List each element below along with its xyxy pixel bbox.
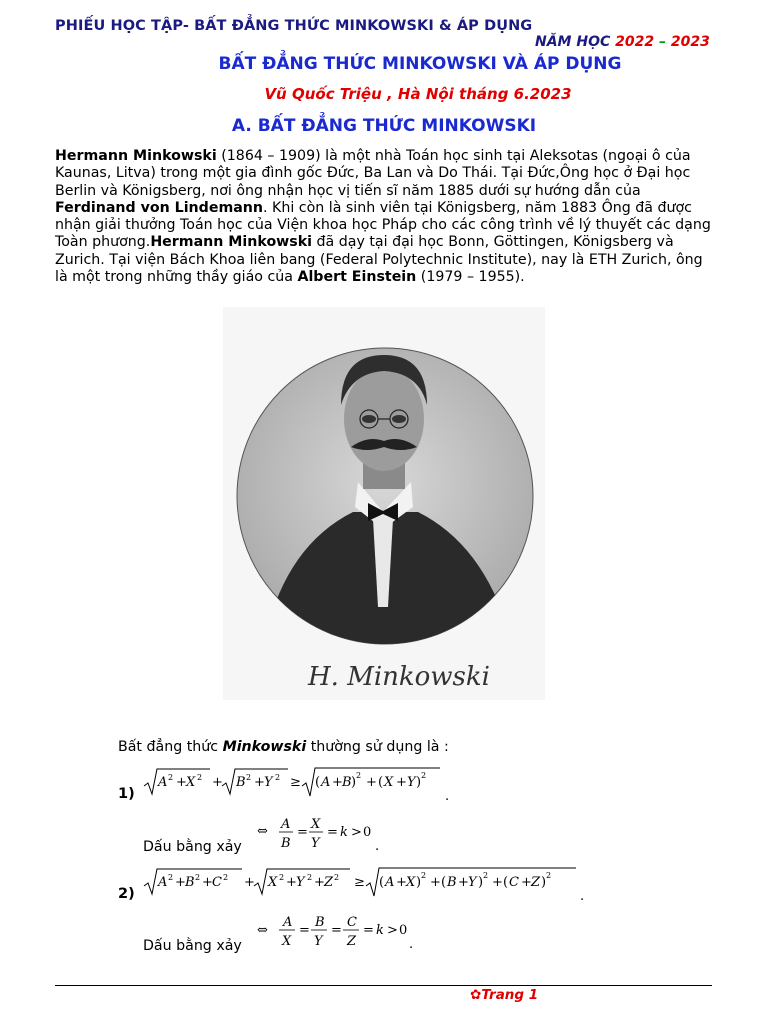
svg-text:=: = bbox=[331, 923, 342, 938]
svg-text:): ) bbox=[478, 875, 484, 890]
svg-text:>: > bbox=[351, 825, 362, 840]
svg-text:X: X bbox=[282, 934, 292, 949]
header-title: PHIẾU HỌC TẬP- BẤT ĐẲNG THỨC MINKOWSKI & ÁP DỤNG bbox=[55, 18, 533, 34]
school-year bbox=[535, 34, 710, 50]
svg-text:B: B bbox=[236, 775, 246, 790]
svg-text:B: B bbox=[281, 836, 291, 851]
svg-text:2: 2 bbox=[223, 873, 229, 882]
svg-text:(: ( bbox=[378, 775, 384, 790]
svg-text:B: B bbox=[342, 775, 352, 790]
svg-text:>: > bbox=[387, 923, 398, 938]
portrait-illustration bbox=[223, 307, 545, 700]
svg-text:Y: Y bbox=[468, 875, 477, 890]
svg-text:B: B bbox=[315, 915, 325, 930]
bio-name: Hermann Minkowski bbox=[55, 148, 217, 164]
year-dash: – bbox=[654, 34, 671, 50]
svg-text:C: C bbox=[347, 915, 357, 930]
intro-prefix: Bất đẳng thức bbox=[118, 739, 223, 755]
svg-text:+: + bbox=[521, 875, 532, 890]
svg-text:A: A bbox=[283, 915, 293, 930]
flower-icon: ✿ bbox=[470, 987, 482, 1003]
svg-text:Y: Y bbox=[311, 836, 320, 851]
portrait-photo bbox=[223, 307, 545, 700]
svg-text:): ) bbox=[416, 775, 422, 790]
svg-text:+: + bbox=[244, 875, 255, 890]
bio-text-4: (1979 – 1955). bbox=[416, 269, 525, 286]
svg-text:X: X bbox=[406, 875, 416, 890]
svg-text:A: A bbox=[158, 875, 168, 890]
year-end: 2023 bbox=[670, 34, 710, 50]
svg-text:X: X bbox=[311, 817, 321, 832]
inequality-intro bbox=[118, 739, 449, 755]
intro-name: Minkowski bbox=[222, 739, 307, 755]
svg-text:2: 2 bbox=[197, 773, 203, 782]
svg-text:2: 2 bbox=[195, 873, 201, 882]
svg-text:X: X bbox=[384, 775, 394, 790]
svg-text:=: = bbox=[363, 923, 374, 938]
bio-text-3: đã dạy tại đại học Bonn, Göttingen, Königsberg và Zurich. Tại viện Bách Khoa liên bang (Federal Polytechnic Institute), nay là ETH Zurich, ông là một trong những thầy giáo của bbox=[55, 234, 703, 286]
svg-text:0: 0 bbox=[363, 825, 372, 840]
svg-text:+: + bbox=[212, 775, 223, 790]
signature: H. Minkowski bbox=[308, 662, 490, 692]
document-title: BẤT ĐẲNG THỨC MINKOWSKI VÀ ÁP DỤNG bbox=[218, 54, 622, 74]
year-start: 2022 bbox=[615, 34, 655, 50]
minkowski-inequality-1 bbox=[140, 764, 470, 804]
svg-text:+: + bbox=[202, 875, 213, 890]
svg-text:B: B bbox=[447, 875, 457, 890]
intro-suffix: thường sử dụng là : bbox=[306, 739, 449, 755]
item-2-number: 2) bbox=[118, 886, 135, 902]
svg-text:): ) bbox=[351, 775, 357, 790]
item-2-equality-label: Dấu bằng xảy bbox=[143, 938, 242, 954]
svg-text:+: + bbox=[458, 875, 469, 890]
svg-text:): ) bbox=[416, 875, 422, 890]
svg-text:2: 2 bbox=[546, 871, 552, 880]
svg-text:2: 2 bbox=[307, 873, 313, 882]
svg-text:≥: ≥ bbox=[354, 875, 365, 890]
svg-text:A: A bbox=[158, 775, 168, 790]
page-number bbox=[470, 987, 538, 1003]
svg-text:Z: Z bbox=[347, 934, 357, 949]
equality-condition-2 bbox=[255, 910, 425, 956]
svg-text:C: C bbox=[212, 875, 222, 890]
bio-text-1: (1864 – 1909) là một nhà Toán học sinh tại Aleksotas (ngoại ô của Kaunas, Litva) trong một gia đình gốc Đức, Ba Lan và Do Thái. Tại Đức,Ông học ở Đại học Berlin và Königsberg, nơi ông nhận học vị tiến sĩ năm 1885 dưới sự hướng dẫn của bbox=[55, 148, 691, 199]
svg-text:=: = bbox=[299, 923, 310, 938]
bio-text-2: . Khi còn là sinh viên tại Königsberg, năm 1883 Ông đã được nhận giải thưởng Toán học của Viện khoa học Pháp cho các công trình về lý thuyết các dạng Toàn phương. bbox=[55, 199, 711, 251]
item-1-equality-label: Dấu bằng xảy bbox=[143, 839, 242, 855]
section-heading: A. BẤT ĐẲNG THỨC MINKOWSKI bbox=[231, 116, 537, 136]
svg-text:Z: Z bbox=[531, 875, 541, 890]
school-year-prefix: NĂM HỌC bbox=[535, 34, 616, 50]
svg-text:C: C bbox=[509, 875, 519, 890]
svg-text:2: 2 bbox=[168, 873, 174, 882]
svg-text:⇔: ⇔ bbox=[257, 824, 268, 839]
svg-text:2: 2 bbox=[483, 871, 489, 880]
svg-text:+: + bbox=[314, 875, 325, 890]
svg-text:.: . bbox=[375, 839, 380, 854]
minkowski-inequality-2 bbox=[140, 864, 596, 904]
svg-text:Y: Y bbox=[296, 875, 305, 890]
svg-text:+: + bbox=[366, 775, 377, 790]
svg-text:Z: Z bbox=[324, 875, 334, 890]
svg-text:2: 2 bbox=[275, 773, 281, 782]
svg-text:A: A bbox=[281, 817, 291, 832]
equality-condition-1 bbox=[255, 812, 385, 858]
svg-text:.: . bbox=[580, 889, 585, 904]
svg-text:+: + bbox=[175, 875, 186, 890]
svg-text:=: = bbox=[297, 825, 308, 840]
svg-text:(: ( bbox=[503, 875, 509, 890]
svg-text:+: + bbox=[176, 775, 187, 790]
svg-text:k: k bbox=[340, 825, 348, 840]
svg-text:+: + bbox=[396, 875, 407, 890]
svg-text:+: + bbox=[286, 875, 297, 890]
bio-name-2: Hermann Minkowski bbox=[150, 234, 313, 251]
svg-text:+: + bbox=[254, 775, 265, 790]
svg-text:⇔: ⇔ bbox=[257, 923, 268, 938]
svg-text:2: 2 bbox=[334, 873, 340, 882]
svg-text:Y: Y bbox=[264, 775, 273, 790]
svg-text:2: 2 bbox=[421, 771, 427, 780]
svg-text:=: = bbox=[327, 825, 338, 840]
svg-text:Y: Y bbox=[407, 775, 416, 790]
svg-text:2: 2 bbox=[421, 871, 427, 880]
svg-text:A: A bbox=[321, 775, 331, 790]
svg-text:+: + bbox=[332, 775, 343, 790]
svg-text:.: . bbox=[445, 789, 450, 804]
svg-text:.: . bbox=[409, 937, 414, 952]
svg-text:X: X bbox=[268, 875, 278, 890]
svg-text:+: + bbox=[396, 775, 407, 790]
bio-advisor: Ferdinand von Lindemann bbox=[55, 199, 263, 216]
svg-text:0: 0 bbox=[399, 923, 408, 938]
bio-student: Albert Einstein bbox=[297, 269, 417, 286]
svg-text:2: 2 bbox=[279, 873, 285, 882]
svg-text:A: A bbox=[385, 875, 395, 890]
svg-text:+: + bbox=[430, 875, 441, 890]
svg-text:(: ( bbox=[441, 875, 447, 890]
svg-text:(: ( bbox=[315, 775, 321, 790]
svg-text:X: X bbox=[186, 775, 196, 790]
svg-text:Y: Y bbox=[314, 934, 323, 949]
page-label: Trang 1 bbox=[481, 987, 539, 1003]
svg-text:2: 2 bbox=[168, 773, 174, 782]
author-line: Vũ Quốc Triệu , Hà Nội tháng 6.2023 bbox=[264, 85, 572, 103]
footer-divider bbox=[55, 985, 712, 986]
svg-text:≥: ≥ bbox=[290, 775, 301, 790]
svg-text:(: ( bbox=[379, 875, 385, 890]
svg-text:2: 2 bbox=[246, 773, 252, 782]
svg-text:): ) bbox=[541, 875, 547, 890]
item-1-number: 1) bbox=[118, 786, 135, 802]
svg-text:B: B bbox=[185, 875, 195, 890]
svg-text:k: k bbox=[376, 923, 384, 938]
svg-text:+: + bbox=[492, 875, 503, 890]
biography-paragraph bbox=[55, 148, 715, 286]
svg-text:2: 2 bbox=[356, 771, 362, 780]
